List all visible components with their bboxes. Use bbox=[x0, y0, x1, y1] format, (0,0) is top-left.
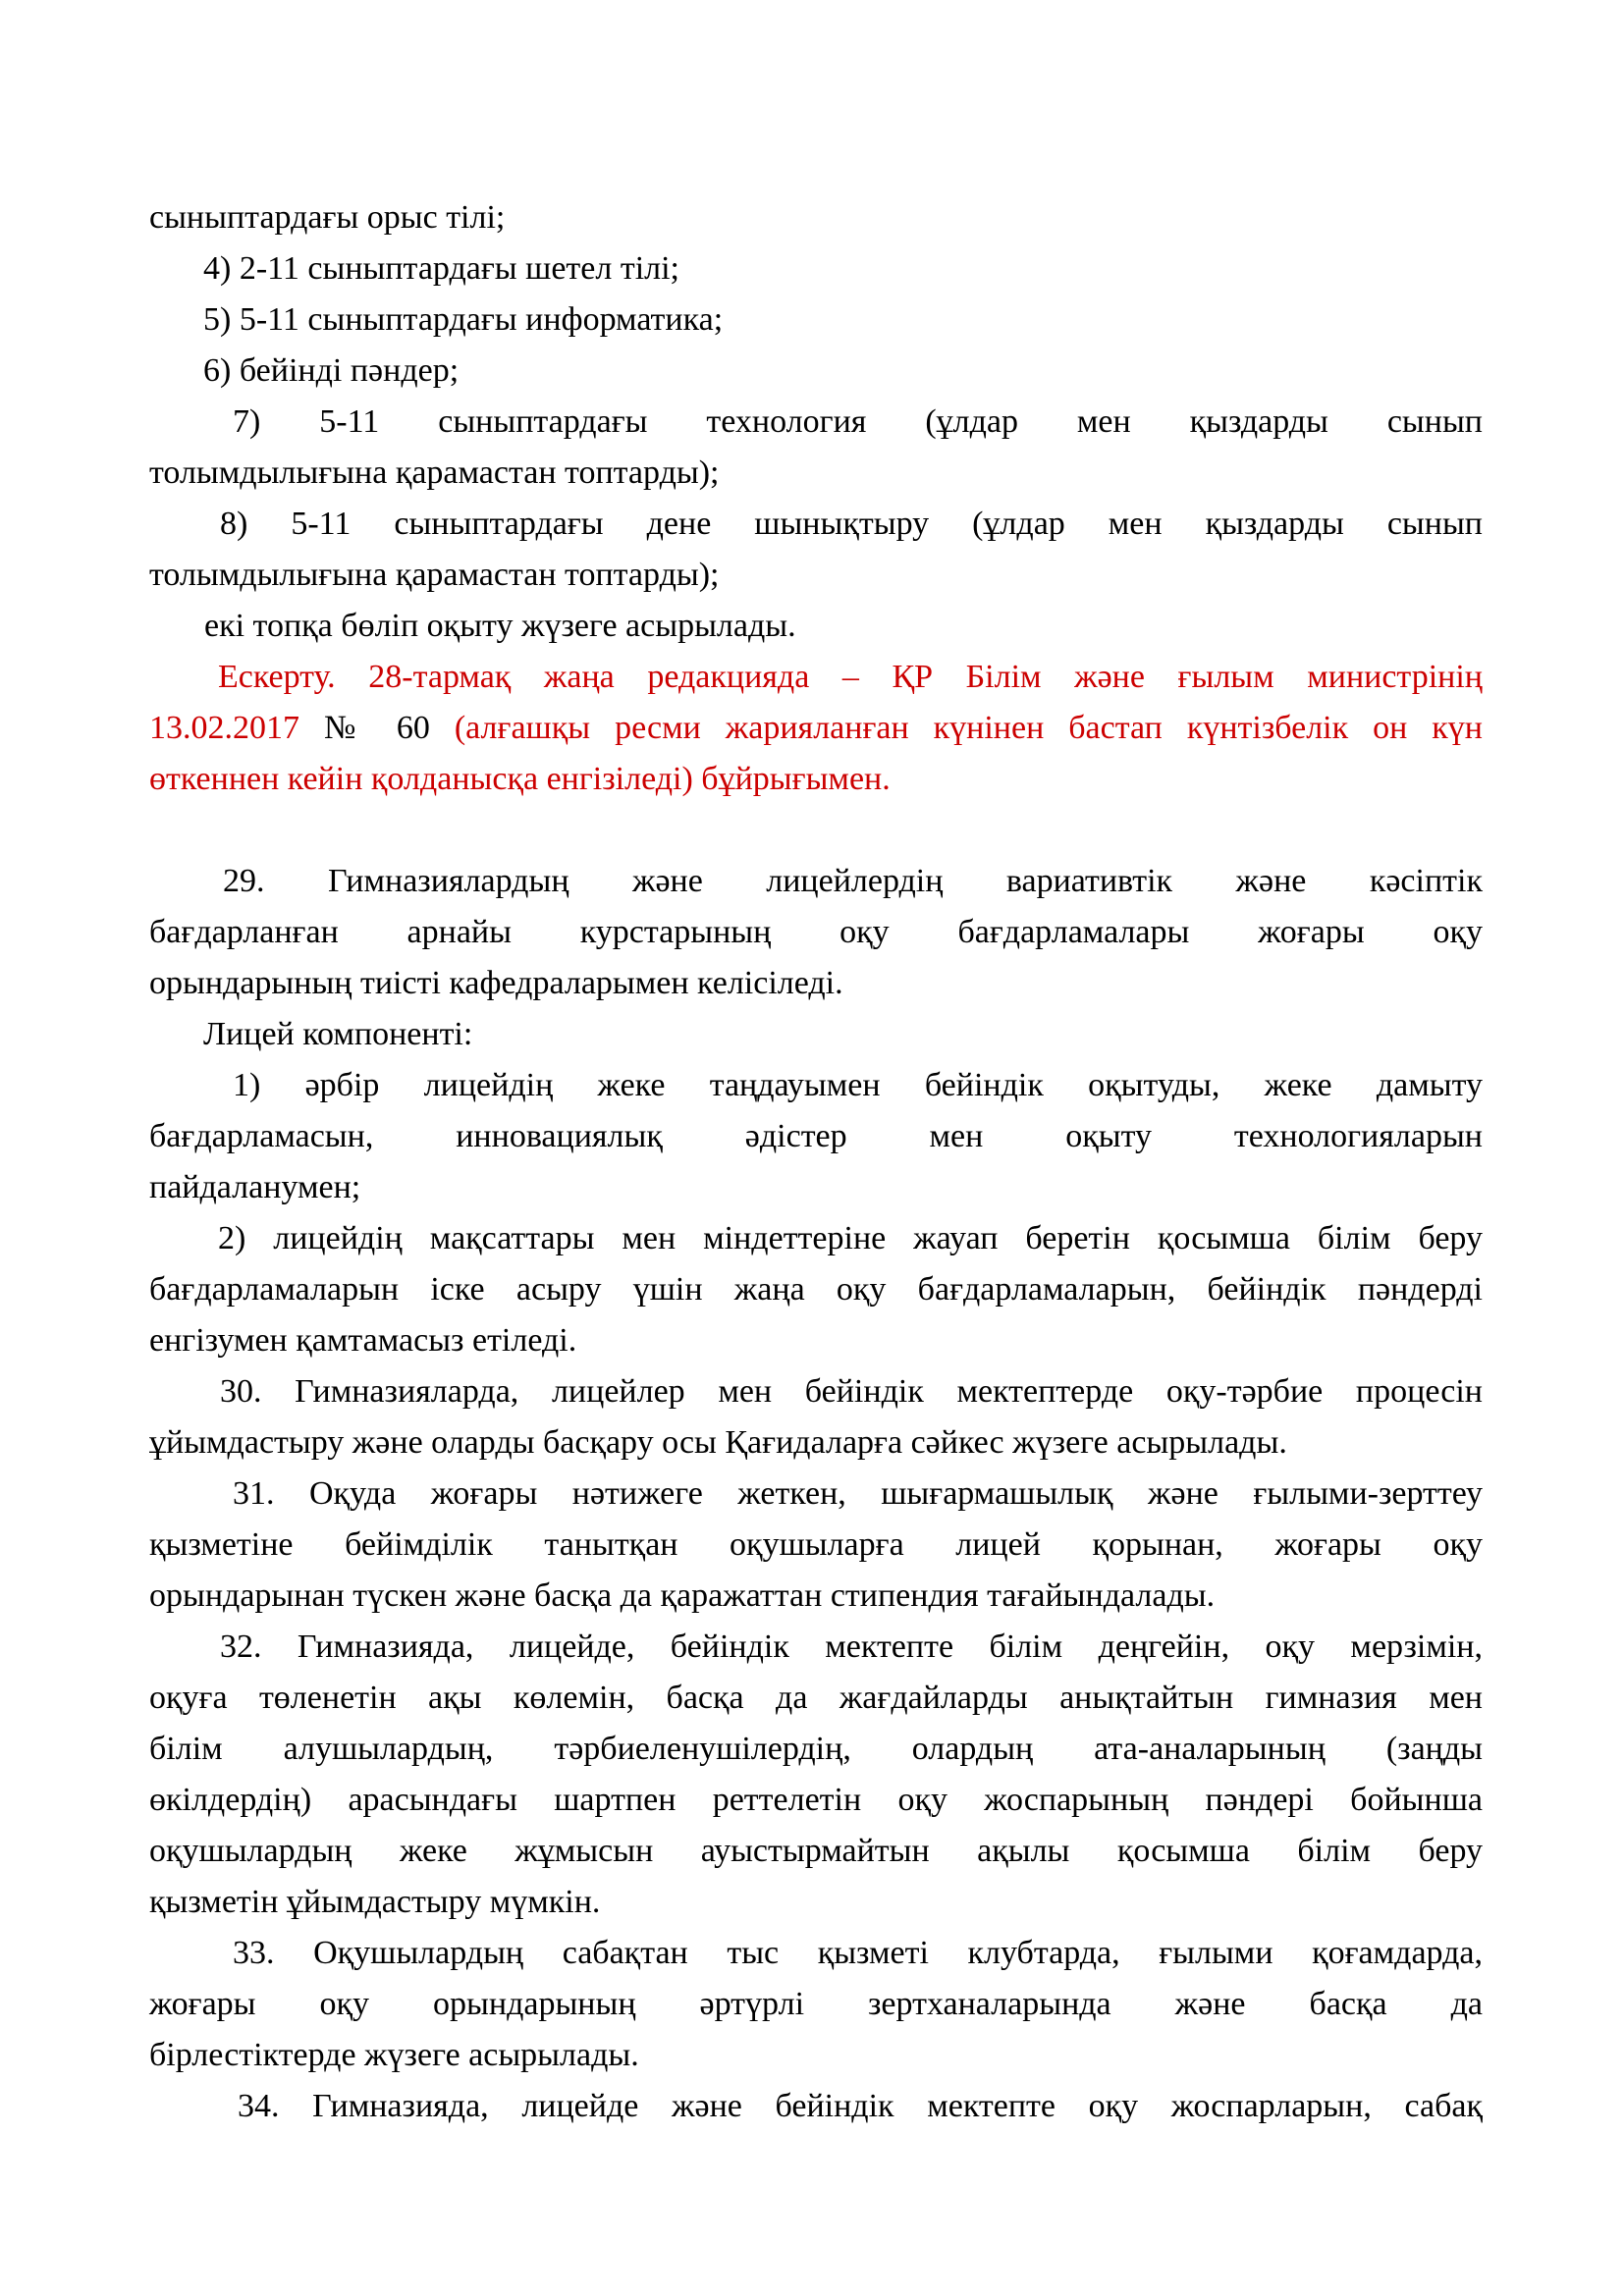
text-line: 30. Гимназияларда, лицейлер мен бейіндік мектептерде оқу-тәрбие процесін bbox=[220, 1373, 1483, 1410]
text-line: оқуға төленетін ақы көлемін, басқа да жағдайларды анықтайтын гимназия мен bbox=[149, 1680, 1483, 1716]
text-line: бағдарламасын, инновациялық әдістер мен оқыту технологияларын bbox=[149, 1118, 1483, 1154]
text-line: 33. Оқушылардың сабақтан тыс қызметі клубтарда, ғылыми қоғамдарда, bbox=[233, 1935, 1483, 1971]
text-line: өткеннен кейін қолданысқа енгізіледі) бұйрығымен. bbox=[149, 761, 891, 797]
p-33 bbox=[149, 1928, 1483, 2081]
text-line: ұйымдастыру және оларды басқару осы Қағидаларға сәйкес жүзеге асырылады. bbox=[149, 1424, 1287, 1461]
list-item-4 bbox=[149, 243, 1483, 294]
text-line: енгізумен қамтамасыз етіледі. bbox=[149, 1322, 577, 1359]
text-line: Лицей компоненті: bbox=[203, 1016, 473, 1052]
text-line: 29. Гимназиялардың және лицейлердің вариативтік және кәсіптік bbox=[223, 863, 1483, 899]
text-line: орындарынан түскен және басқа да қаражаттан стипендия тағайындалады. bbox=[149, 1577, 1216, 1614]
list-item-5 bbox=[149, 294, 1483, 346]
text-line: 6) бейінді пәндер; bbox=[203, 352, 460, 389]
text-line: өкілдердің) арасындағы шартпен реттелетін оқу жоспарының пәндері бойынша bbox=[149, 1782, 1483, 1818]
p-continuation-russian-language bbox=[149, 192, 1483, 243]
text-line: Ескерту. 28-тармақ жаңа редакцияда – ҚР Білім және ғылым министрінің bbox=[218, 659, 1483, 695]
text-line: толымдылығына қарамастан топтарды); bbox=[149, 454, 720, 491]
text-segment: 13.02.2017 bbox=[149, 710, 324, 746]
sub-item-2 bbox=[149, 1213, 1483, 1366]
blank-line bbox=[149, 805, 1483, 856]
text-line: пайдаланумен; bbox=[149, 1169, 361, 1205]
text-line: бағдарланған арнайы курстарының оқу бағдарламалары жоғары оқу bbox=[149, 914, 1483, 950]
text-line: қызметіне бейімділік танытқан оқушыларға лицей қорынан, жоғары оқу bbox=[149, 1526, 1483, 1563]
text-line: қызметін ұйымдастыру мүмкін. bbox=[149, 1884, 601, 1920]
text-line: орындарының тиісті кафедраларымен келісіледі. bbox=[149, 965, 843, 1001]
text-line: екі топқа бөліп оқыту жүзеге асырылады. bbox=[204, 608, 796, 644]
p-29 bbox=[149, 856, 1483, 1009]
sub-item-1 bbox=[149, 1060, 1483, 1213]
text-line: 1) әрбір лицейдің жеке таңдауымен бейіндік оқытуды, жеке дамыту bbox=[233, 1067, 1483, 1103]
list-item-6 bbox=[149, 346, 1483, 397]
p-two-groups bbox=[149, 601, 1483, 652]
document-body bbox=[149, 192, 1483, 2132]
text-line: білім алушылардың, тәрбиеленушілердің, олардың ата-аналарының (заңды bbox=[149, 1731, 1483, 1767]
text-line: 7) 5-11 сыныптардағы технология (ұлдар мен қыздарды сынып bbox=[233, 403, 1483, 440]
list-item-8 bbox=[149, 499, 1483, 601]
text-line: жоғары оқу орындарының әртүрлі зертханаларында және басқа да bbox=[149, 1986, 1483, 2022]
p-31 bbox=[149, 1468, 1483, 1622]
text-line: 34. Гимназияда, лицейде және бейіндік мектепте оқу жоспарларын, сабақ bbox=[238, 2088, 1483, 2124]
text-line: 4) 2-11 сыныптардағы шетел тілі; bbox=[203, 250, 679, 287]
text-line: сыныптардағы орыс тілі; bbox=[149, 199, 506, 236]
text-line: толымдылығына қарамастан топтарды); bbox=[149, 557, 720, 593]
p-lyceum-component bbox=[149, 1009, 1483, 1060]
text-line bbox=[149, 703, 1483, 754]
text-line: бірлестіктерде жүзеге асырылады. bbox=[149, 2037, 639, 2073]
text-line: оқушылардың жеке жұмысын ауыстырмайтын ақылы қосымша білім беру bbox=[149, 1833, 1483, 1869]
text-line: 5) 5-11 сыныптардағы информатика; bbox=[203, 301, 724, 338]
text-line: 2) лицейдің мақсаттары мен міндеттеріне жауап беретін қосымша білім беру bbox=[218, 1220, 1483, 1256]
note-amendment-red bbox=[149, 652, 1483, 805]
list-item-7 bbox=[149, 397, 1483, 499]
p-30 bbox=[149, 1366, 1483, 1468]
p-34 bbox=[149, 2081, 1483, 2132]
p-32 bbox=[149, 1622, 1483, 1928]
text-line: 8) 5-11 сыныптардағы дене шынықтыру (ұлдар мен қыздарды сынып bbox=[220, 506, 1483, 542]
text-line: бағдарламаларын іске асыру үшін жаңа оқу бағдарламаларын, бейіндік пәндерді bbox=[149, 1271, 1483, 1308]
text-segment: № 60 bbox=[323, 710, 455, 746]
text-line: 31. Оқуда жоғары нәтижеге жеткен, шығармашылық және ғылыми-зерттеу bbox=[233, 1475, 1483, 1512]
text-line: 32. Гимназияда, лицейде, бейіндік мектепте білім деңгейін, оқу мерзімін, bbox=[220, 1629, 1483, 1665]
text-segment: (алғашқы ресми жарияланған күнінен бастап күнтізбелік он күн bbox=[454, 710, 1483, 746]
